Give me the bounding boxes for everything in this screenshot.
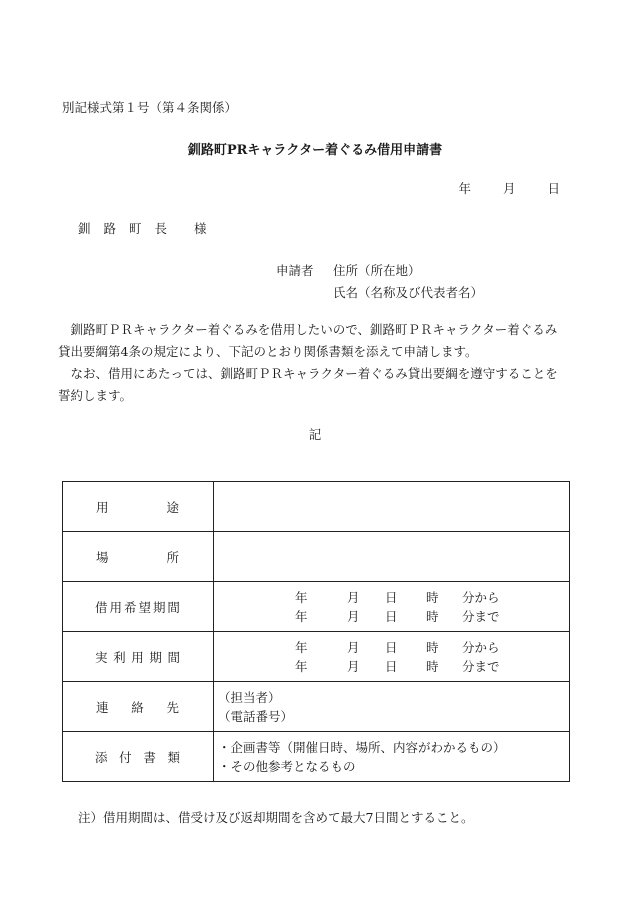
label-chars: 借 用 希 望 期 間	[95, 599, 180, 615]
attachment-item-1: ・企画書等（開催日時、場所、内容がわかるもの）	[218, 739, 506, 755]
desired-period-value[interactable]	[214, 582, 570, 632]
form-number: 別記様式第１号（第４条関係）	[62, 100, 238, 115]
addressee	[78, 219, 220, 237]
attachments-label	[63, 732, 214, 782]
applicant-label: 申請者	[276, 263, 314, 278]
date-month: 月	[502, 181, 516, 196]
attachment-item-2: ・その他参考となるもの	[218, 758, 356, 774]
purpose-label	[63, 482, 214, 532]
label-chars: 連 絡 先	[96, 699, 179, 715]
label-chars: 場 所	[96, 549, 179, 565]
purpose-value[interactable]	[214, 482, 570, 532]
contact-person: （担当者）	[218, 689, 281, 705]
period-from-line: 年 月 日 時 分から	[295, 589, 500, 605]
applicant-name-label: 氏名（名称及び代表者名）	[333, 285, 484, 300]
contact-phone: （電話番号）	[218, 708, 294, 724]
row-desired-period	[63, 582, 570, 632]
document-title: 釧路町PRキャラクター着ぐるみ借用申請書	[187, 143, 443, 158]
date-year: 年	[458, 181, 471, 196]
row-purpose	[63, 482, 570, 532]
details-table	[62, 481, 570, 782]
actual-period-label	[63, 632, 214, 682]
addressee-honorific: 様	[194, 221, 220, 236]
place-label	[63, 532, 214, 582]
row-attachments	[63, 732, 570, 782]
period-to-line: 年 月 日 時 分まで	[295, 608, 500, 624]
place-value[interactable]	[214, 532, 570, 582]
body-paragraph-1: 釧路町ＰＲキャラクター着ぐるみを借用したいので、釧路町ＰＲキャラクター着ぐるみ貸出要綱第4条の規定により、下記のとおり関係書類を添えて申請します。	[58, 322, 558, 359]
row-place	[63, 532, 570, 582]
footnote: 注）借用期間は、借受け及び返却期間を含めて最大7日間とすること。	[78, 810, 474, 825]
period-from-line: 年 月 日 時 分から	[295, 639, 500, 655]
label-chars: 用 途	[96, 499, 179, 515]
actual-period-value[interactable]	[214, 632, 570, 682]
contact-label	[63, 682, 214, 732]
applicant-address-label: 住所（所在地）	[333, 263, 421, 278]
addressee-name: 釧路町長	[78, 221, 181, 236]
body-text	[58, 319, 568, 407]
label-chars: 実 利 用 期 間	[95, 649, 180, 665]
desired-period-label	[63, 582, 214, 632]
period-to-line: 年 月 日 時 分まで	[295, 658, 500, 674]
body-paragraph-2: なお、借用にあたっては、釧路町ＰＲキャラクター着ぐるみ貸出要綱を遵守することを誓約します。	[58, 366, 558, 403]
label-chars: 添 付 書 類	[95, 749, 180, 765]
ki-heading: 記	[308, 427, 322, 442]
contact-value[interactable]	[214, 682, 570, 732]
date-day: 日	[547, 181, 560, 196]
row-contact	[63, 682, 570, 732]
date-line	[430, 179, 560, 197]
row-actual-period	[63, 632, 570, 682]
attachments-value[interactable]	[214, 732, 570, 782]
